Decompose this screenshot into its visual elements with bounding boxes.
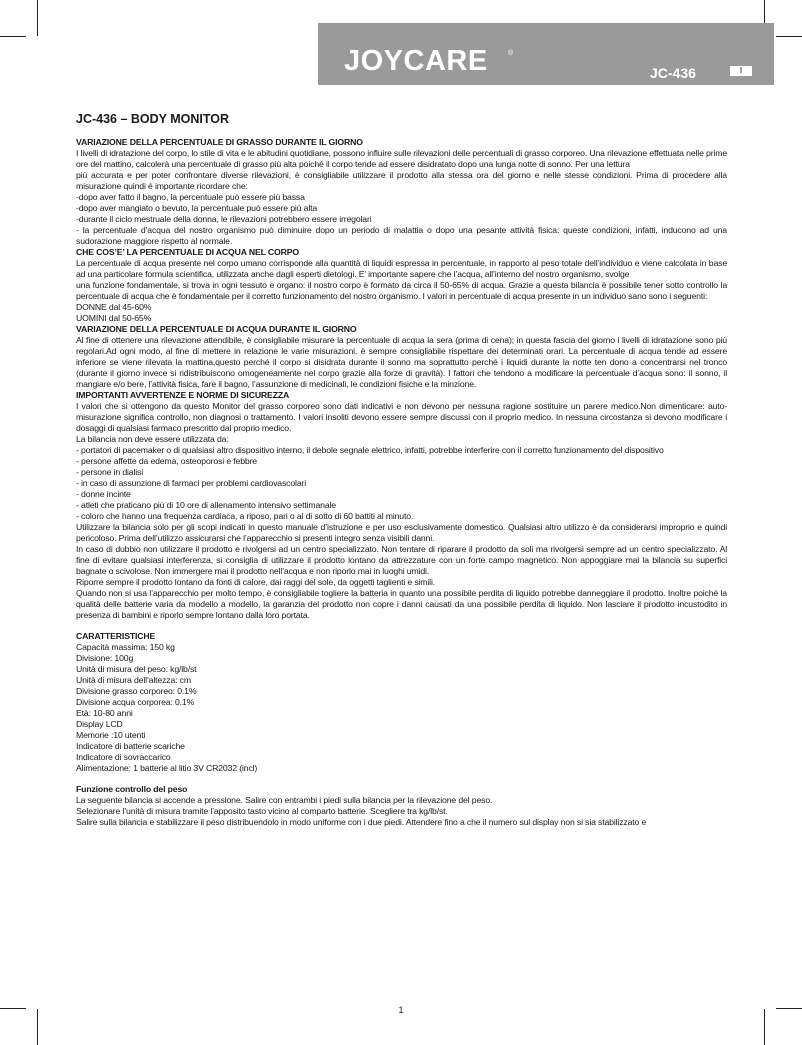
- crop-mark: [776, 1008, 802, 1009]
- crop-mark: [37, 1009, 38, 1045]
- crop-mark: [0, 36, 26, 37]
- paragraph: più accurata e per poter confrontare diverse rilevazioni, è consigliabile utilizzare il prodotto alla stessa ora del giorno e nelle stesse condizioni. Prima di procedere alla misurazione quindi è importante ricordare che:: [76, 170, 727, 191]
- paragraph: La percentuale di acqua presente nel corpo umano corrisponde alla quantità di liquidi espressa in percentuale, in rapporto al peso totale dell’individuo e viene calcolata in base ad una particolare formula scientifica, utilizzata anche dagli esperti dietologi. E’ importante sapere che l’acqua, all’interno del nostro organismo, svolge: [76, 258, 727, 279]
- crop-mark: [776, 36, 802, 37]
- list-item: -durante il ciclo mestruale della donna, le rilevazioni potrebbero essere irregolari: [76, 214, 372, 224]
- paragraph: I valori che si ottengono da questo Monitor del grasso corporeo sono dati indicativi e non devono per nessuna ragione sostituire un parere medico.Non dimenticare: auto-misurazione significa controllo, non diagnosi o trattamento. I valori insoliti devono essere sempre discussi con il proprio medico. In nessuna circostanza si devono modificare i dosaggi di qualsiasi farmaco prescritto dal proprio medico.: [76, 401, 727, 433]
- paragraph: Utilizzare la bilancia solo per gli scopi indicati in questo manuale d’istruzione e per uso esclusivamente domestico. Qualsiasi altro utilizzo è da considerarsi improprio e quindi pericoloso. Prima dell’utilizzo assicurarsi che l’apparecchio si presenti integro senza visibili danni.: [76, 522, 727, 543]
- spec-item: Indicatore di sovraccarico: [76, 752, 171, 762]
- paragraph: Riporre sempre il prodotto lontano da fonti di calore, dai raggi del sole, da oggetti taglienti e simili.: [76, 577, 435, 587]
- section-heading: CHE COS’E’ LA PERCENTUALE DI ACQUA NEL CORPO: [76, 247, 299, 257]
- section-heading: VARIAZIONE DELLA PERCENTUALE DI ACQUA DURANTE IL GIORNO: [76, 324, 357, 334]
- spec-item: Divisione acqua corporea: 0.1%: [76, 697, 195, 707]
- spec-item: Indicatore di batterie scariche: [76, 741, 185, 751]
- paragraph: Selezionare l’unità di misura tramite l’apposito tasto vicino al comparto batterie. Scegliere tra kg/lb/st.: [76, 806, 448, 816]
- section-heading: Funzione controllo del peso: [76, 784, 188, 794]
- list-item: -dopo aver fatto il bagno, la percentuale può essere più bassa: [76, 192, 305, 202]
- list-item: - portatori di pacemaker o di qualsiasi altro dispositivo interno, il debole segnale elettrico, infatti, potrebbe interferire con il corretto funzionamento del dispositivo: [76, 445, 664, 455]
- list-item: - in caso di assunzione di farmaci per problemi cardiovascolari: [76, 478, 307, 488]
- crop-mark: [37, 0, 38, 36]
- page-number: 1: [398, 1005, 404, 1015]
- registered-mark: ®: [508, 50, 514, 57]
- spec-item: Capacità massima: 150 kg: [76, 642, 175, 652]
- paragraph: In caso di dubbio non utilizzare il prodotto e rivolgersi ad un centro specializzato. Non tentare di riparare il prodotto da soli ma rivolgersi sempre ad un centro specializzato. Al fine di evitare qualsiasi interferenza, si consiglia di utilizzare il prodotto lontano da attrezzature con un forte campo magnetico. Non appoggiare mai la bilancia su superfici bagnate o scivolose. Non immergere mai il prodotto nell’acqua e non riporlo mai in luoghi umidi.: [76, 544, 727, 576]
- list-item: - donne incinte: [76, 489, 131, 499]
- spec-item: Divisione grasso corporeo: 0.1%: [76, 686, 197, 696]
- list-item: - persone in dialisi: [76, 467, 144, 477]
- section-heading: IMPORTANTI AVVERTENZE E NORME DI SICUREZZA: [76, 390, 290, 400]
- document-title: JC-436 – BODY MONITOR: [76, 112, 230, 126]
- list-item: - atleti che praticano più di 10 ore di allenamento intensivo settimanale: [76, 500, 336, 510]
- spec-item: Divisione: 100g: [76, 653, 134, 663]
- paragraph: Quando non si usa l’apparecchio per molto tempo, è consigliabile togliere la batteria in quanto una possibile perdita di liquido potrebbe danneggiare il prodotto. Inoltre poiché la qualità delle batterie varia da modello a modello, la garanzia del prodotto non copre i danni causati da una possibile perdita di liquido. Non lasciare il prodotto incustodito in presenza di bambini e riporlo sempre lontano dalla loro portata.: [76, 588, 727, 620]
- paragraph: Al fine di ottenere una rilevazione attendibile, è consigliabile misurare la percentuale di acqua la sera (prima di cena); in questa fascia del giorno i livelli di idratazione sono più regolari.Ad ogni modo, al fine di mettere in relazione le varie misurazioni, è sempre consigliabile rispettare dei determinati orari. La percentuale di acqua tende ad essere inferiore se viene rilevata la mattina,questo perché il corpo si disidrata durante il sonno ma soprattutto perché i liquidi durante la notte ten dono a concentrarsi nel tronco (durante il giorno invece si ridistribuiscono omogeneamente nel corpo grazie alla forze di gravità). I fattori che tendono a modificare la percentuale d’acqua sono: il sonno, il mangiare e/o bere, l’attività fisica, fare il bagno, l’assunzione di medicinali, le condizioni fisiche e la minzione.: [76, 335, 727, 389]
- spec-item: Unità di misura dell’altezza: cm: [76, 675, 191, 685]
- spec-item: Unità di misura del peso: kg/lb/st: [76, 664, 197, 674]
- language-badge: I: [730, 66, 752, 76]
- crop-mark: [764, 1009, 765, 1045]
- paragraph: Salire sulla bilancia e stabilizzare il peso distribuendolo in modo uniforme con i due piedi. Attendere fino a che il numero sul display non si sia stabilizzato e: [76, 817, 647, 827]
- list-item: UOMINI dal 50-65%: [76, 313, 152, 323]
- list-item: - coloro che hanno una frequenza cardiaca, a riposo, pari o al di sotto di 60 battiti al minuto.: [76, 511, 414, 521]
- paragraph: una funzione fondamentale, si trova in ogni tessuto e organo: il nostro corpo è formato da circa il 50-65% di acqua. Grazie a questa bilancia è possibile tener sotto controllo la percentuale di acqua che è fondamentale per il corretto funzionamento del nostro organismo. I valori in percentuale di acqua presente in un individuo sano sono i seguenti:: [76, 280, 727, 301]
- list-item: -dopo aver mangiato o bevuto, la percentuale può essere più alta: [76, 203, 318, 213]
- list-item: - persone affette da edema, osteoporosi e febbre: [76, 456, 257, 466]
- list-item: - la percentuale d’acqua del nostro organismo può diminuire dopo un periodo di malattia o dopo una pesante attività fisica: queste condizioni, infatti, inducono ad una sudorazione maggiore rispetto al normale.: [76, 225, 727, 246]
- list-item: DONNE dal 45-60%: [76, 302, 152, 312]
- section-heading: CARATTERISTICHE: [76, 631, 156, 641]
- paragraph: I livelli di idratazione del corpo, lo stile di vita e le abitudini quotidiane, possono influire sulle rilevazioni delle percentuali di grasso corporeo. Una rilevazione effettuata nelle prime ore del mattino, calcolerà una percentuale di grasso più alta poiché il corpo tende ad essere disidratato dopo una lunga notte di sonno. Per una lettura: [76, 148, 727, 169]
- brand-logo: JOYCARE: [344, 45, 488, 77]
- paragraph: La bilancia non deve essere utilizzata da:: [76, 434, 229, 444]
- spec-item: Alimentazione: 1 batterie al litio 3V CR2032 (incl): [76, 763, 258, 773]
- model-label: JC-436: [650, 65, 696, 81]
- paragraph: La seguente bilancia si accende a pressione. Salire con entrambi i piedi sulla bilancia per la rilevazione del peso.: [76, 795, 493, 805]
- section-heading: VARIAZIONE DELLA PERCENTUALE DI GRASSO DURANTE IL GIORNO: [76, 137, 363, 147]
- spec-item: Display LCD: [76, 719, 123, 729]
- document-body: [76, 112, 727, 828]
- crop-mark: [0, 1008, 26, 1009]
- spec-item: Età: 10-80 anni: [76, 708, 133, 718]
- spec-item: Memorie :10 utenti: [76, 730, 146, 740]
